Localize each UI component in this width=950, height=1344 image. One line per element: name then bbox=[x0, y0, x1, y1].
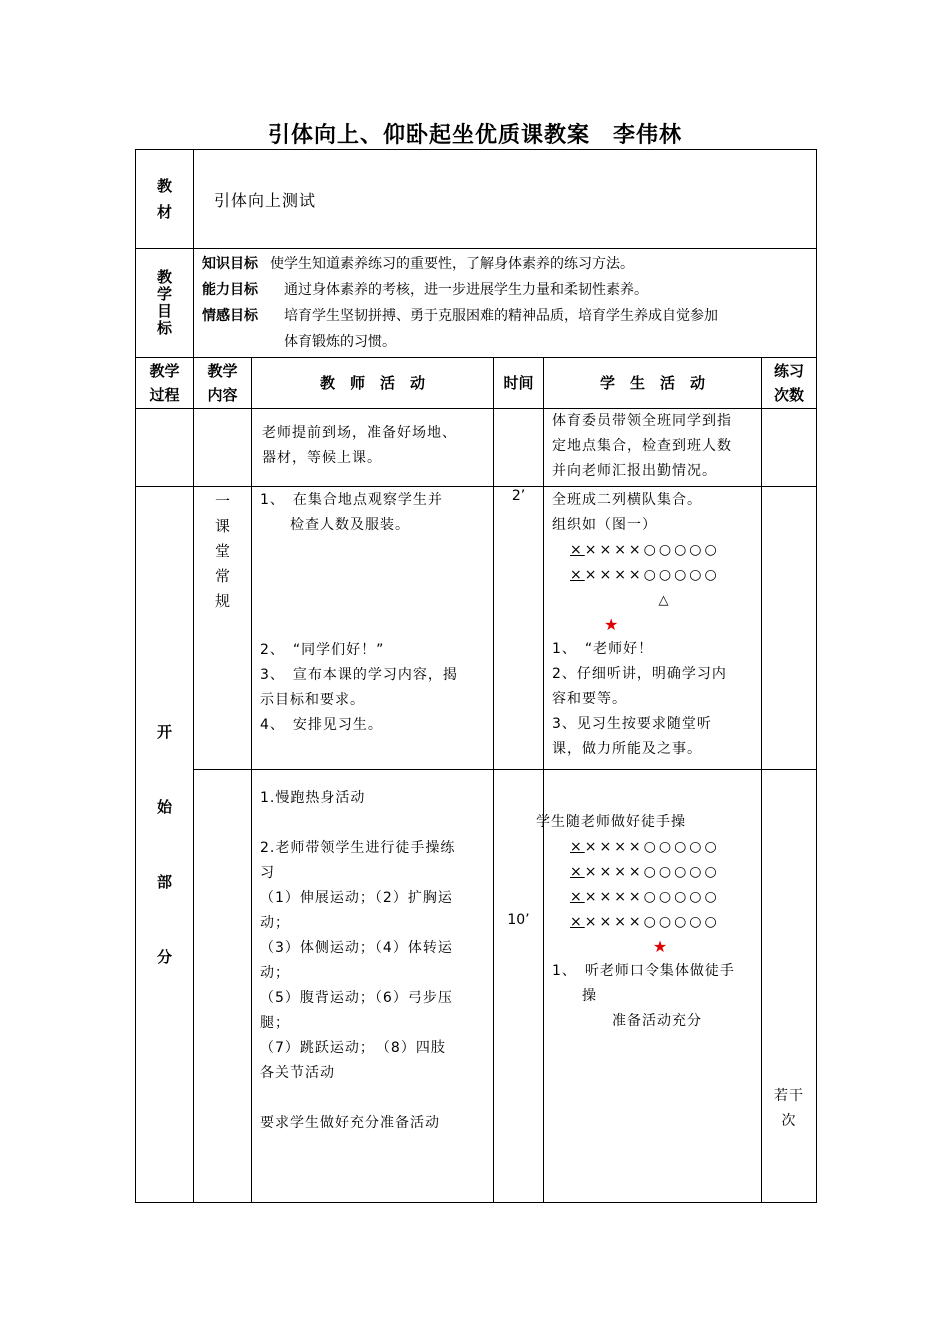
warmup-student-line: 准备活动充分 bbox=[552, 1013, 702, 1029]
warmup-teacher-line: 动； bbox=[260, 965, 290, 981]
objectives-list bbox=[194, 249, 816, 355]
formation-row: ×××××○○○○○ bbox=[570, 914, 720, 930]
routine-student-line: 1、 “老师好！ bbox=[552, 641, 654, 657]
warmup-teacher-line: 要求学生做好充分准备活动 bbox=[260, 1115, 440, 1131]
teacher-triangle-icon: △ bbox=[658, 593, 670, 608]
routine-teacher-line: 2、 “同学们好！” bbox=[260, 642, 385, 658]
warmup-student-head: 学生随老师做好徒手操 bbox=[536, 814, 686, 830]
preclass-teacher-line: 器材，等候上课。 bbox=[262, 450, 382, 466]
routine-student-line: 3、见习生按要求随堂听 bbox=[552, 716, 712, 732]
routine-teacher-line: 示目标和要求。 bbox=[260, 692, 365, 708]
warmup-teacher-line: （5）腹背运动；（6）弓步压 bbox=[260, 990, 453, 1006]
warmup-row bbox=[136, 770, 817, 1203]
section-start-label: 开 始 部 分 bbox=[156, 722, 172, 966]
page-title: 引体向上、仰卧起坐优质课教案 李伟林 bbox=[267, 123, 682, 148]
header-content: 教学 内容 bbox=[207, 362, 238, 404]
formation-row: ×××××○○○○○ bbox=[570, 542, 720, 558]
warmup-teacher-line: 2.老师带领学生进行徒手操练 bbox=[260, 840, 456, 856]
star-icon: ★ bbox=[604, 615, 620, 634]
routine-student-line: 组织如（图一） bbox=[552, 517, 657, 533]
objective-ability: 能力目标 通过身体素养的考核，进一步进展学生力量和柔韧性素养。 bbox=[202, 282, 648, 298]
routine-student-line: 全班成二列横队集合。 bbox=[552, 492, 702, 508]
routine-teacher-line: 4、 安排见习生。 bbox=[260, 717, 383, 733]
formation-row: ×××××○○○○○ bbox=[570, 839, 720, 855]
objective-knowledge: 知识目标 使学生知道素养练习的重要性，了解身体素养的练习方法。 bbox=[202, 256, 634, 272]
header-time: 时间 bbox=[503, 374, 534, 392]
warmup-teacher-line: 动； bbox=[260, 915, 290, 931]
preclass-teacher-line: 老师提前到场，准备好场地、 bbox=[262, 425, 457, 441]
warmup-teacher-line bbox=[260, 811, 493, 836]
warmup-teacher-line: （7）跳跃运动； （8）四肢 bbox=[260, 1040, 446, 1056]
lesson-plan-table bbox=[135, 149, 817, 1203]
formation-row: ×××××○○○○○ bbox=[570, 864, 720, 880]
star-icon: ★ bbox=[652, 937, 669, 956]
warmup-teacher-line: 习 bbox=[260, 865, 275, 881]
warmup-student-line: 操 bbox=[552, 988, 597, 1004]
routine-row bbox=[136, 487, 817, 770]
routine-teacher-line: 检查人数及服装。 bbox=[260, 517, 410, 533]
routine-student-line: 课，做力所能及之事。 bbox=[552, 741, 702, 757]
objective-emotion-cont: 体育锻炼的习惯。 bbox=[270, 334, 396, 350]
warmup-teacher-line: （3）体侧运动；（4）体转运 bbox=[260, 940, 453, 956]
warmup-teacher-line bbox=[260, 1086, 493, 1111]
header-process: 教学 过程 bbox=[149, 362, 180, 404]
routine-teacher-line: 1、 在集合地点观察学生并 bbox=[260, 492, 443, 508]
header-row bbox=[136, 358, 817, 409]
warmup-teacher-line: 各关节活动 bbox=[260, 1065, 335, 1081]
routine-teacher-line: 3、 宣布本课的学习内容，揭 bbox=[260, 667, 458, 683]
objectives-row bbox=[136, 249, 817, 358]
header-student: 学 生 活 动 bbox=[599, 374, 705, 392]
objectives-label: 教 学 目 标 bbox=[156, 268, 172, 337]
warmup-time: 10’ bbox=[507, 912, 530, 928]
routine-student-line: 2、仔细听讲，明确学习内 bbox=[552, 666, 727, 682]
preclass-row bbox=[136, 409, 817, 487]
header-teacher: 教 师 活 动 bbox=[319, 374, 425, 392]
routine-student-line: 容和要等。 bbox=[552, 691, 627, 707]
warmup-teacher-line: 1.慢跑热身活动 bbox=[260, 790, 366, 806]
preclass-student-line: 体育委员带领全班同学到指 bbox=[552, 413, 732, 429]
material-row bbox=[136, 150, 817, 249]
material-content: 引体向上测试 bbox=[214, 191, 317, 210]
warmup-count: 若干 次 bbox=[774, 1088, 805, 1129]
warmup-student-line: 1、 听老师口令集体做徒手 bbox=[552, 963, 735, 979]
content-routine: 一 课 堂 常 规 bbox=[214, 492, 230, 610]
objective-emotion: 情感目标 培育学生坚韧拼搏、勇于克服困难的精神品质，培育学生养成自觉参加 bbox=[202, 308, 718, 324]
formation-row: ×××××○○○○○ bbox=[570, 567, 720, 583]
preclass-student-line: 定地点集合，检查到班人数 bbox=[552, 438, 732, 454]
preclass-student-line: 并向老师汇报出勤情况。 bbox=[552, 463, 717, 479]
warmup-teacher-line: （1）伸展运动；（2）扩胸运 bbox=[260, 890, 453, 906]
header-count: 练习 次数 bbox=[774, 362, 805, 404]
warmup-teacher-line: 腿； bbox=[260, 1015, 290, 1031]
material-label: 教 材 bbox=[156, 177, 172, 221]
routine-time: 2’ bbox=[511, 488, 526, 504]
formation-row: ×××××○○○○○ bbox=[570, 889, 720, 905]
